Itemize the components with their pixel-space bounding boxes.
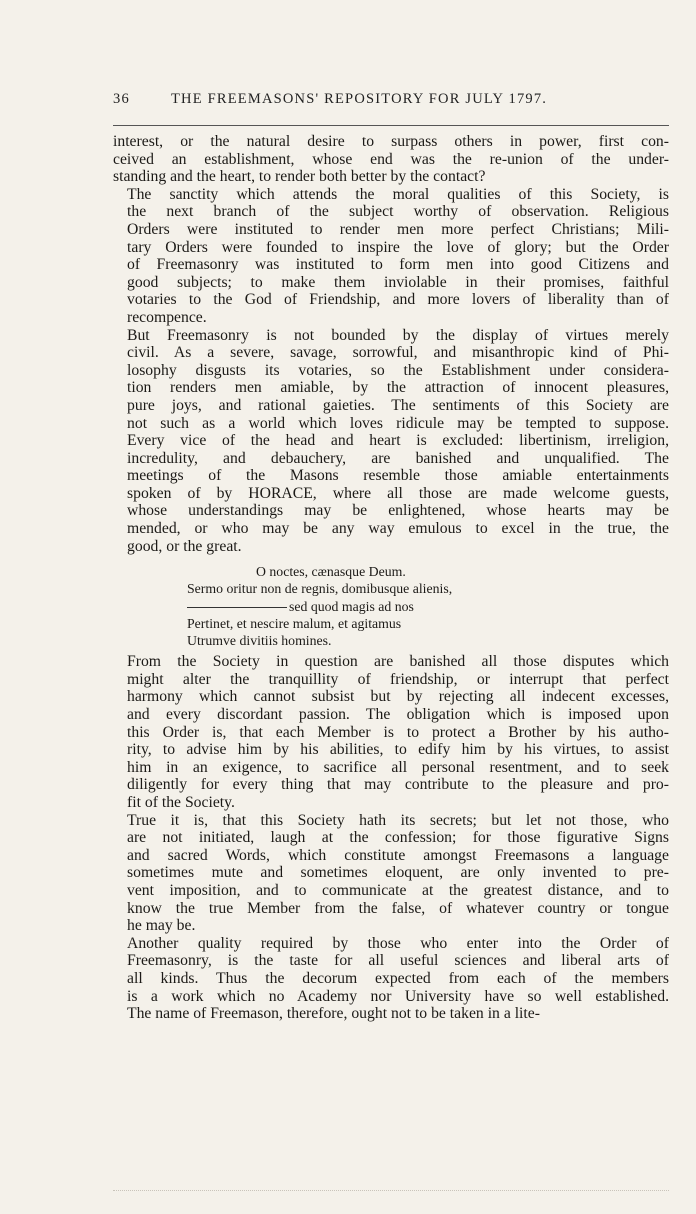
quote-line: Utrumve divitiis homines. xyxy=(187,633,332,649)
text-line: diligently for every thing that may contribute to the pleasure and pro- xyxy=(127,776,669,794)
text-line: vent imposition, and to communicate at the greatest distance, and to xyxy=(127,881,669,899)
paragraph xyxy=(113,935,669,1023)
text-line: spoken of by HORACE, where all those are made welcome guests, xyxy=(127,484,669,502)
text-line: meetings of the Masons resemble those amiable entertainments xyxy=(127,467,669,485)
quote-line-text: sed quod magis ad nos xyxy=(289,598,414,614)
text-line: is a work which no Academy nor University have so well established. xyxy=(127,987,669,1005)
text-line: are not initiated, laugh at the confession; for those figurative Signs xyxy=(127,829,669,847)
paragraph xyxy=(113,327,669,556)
text-line: losophy disgusts its votaries, so the Establishment under considera- xyxy=(127,361,669,379)
text-line: might alter the tranquillity of friendship, or interrupt that perfect xyxy=(127,670,669,688)
text-line: standing and the heart, to render both better by the contact? xyxy=(113,168,486,186)
text-line: the next branch of the subject worthy of observation. Religious xyxy=(127,203,669,221)
text-line: all kinds. Thus the decorum expected from each of the members xyxy=(127,969,669,987)
text-line: fit of the Society. xyxy=(127,794,235,812)
running-title: THE FREEMASONS' REPOSITORY FOR JULY 1797. xyxy=(171,91,548,107)
page-number: 36 xyxy=(113,91,130,107)
text-line: Freemasonry, is the taste for all useful sciences and liberal arts of xyxy=(127,952,669,970)
page-body xyxy=(113,133,669,1023)
text-line: sometimes mute and sometimes eloquent, are only invented to pre- xyxy=(127,864,669,882)
text-line: harmony which cannot subsist but by rejecting all indecent excesses, xyxy=(127,688,669,706)
latin-quotation xyxy=(113,563,669,649)
text-line: tary Orders were founded to inspire the love of glory; but the Order xyxy=(127,238,669,256)
text-line: Every vice of the head and heart is excluded: libertinism, irreligion, xyxy=(127,432,669,450)
text-line: pure joys, and rational gaieties. The sentiments of this Society are xyxy=(127,396,669,414)
text-line: good subjects; to make them inviolable in their promises, faithful xyxy=(127,273,669,291)
cut-off-next-line xyxy=(113,1190,669,1197)
text-line: interest, or the natural desire to surpass others in power, first con- xyxy=(113,133,669,150)
quote-line: Sermo oritur non de regnis, domibusque alienis, xyxy=(187,581,453,597)
paragraph xyxy=(113,653,669,811)
text-line: votaries to the God of Friendship, and more lovers of liberality than of xyxy=(127,291,669,309)
text-line: ceived an establishment, whose end was the re-union of the under- xyxy=(113,150,669,168)
quote-line: O noctes, cænasque Deum. xyxy=(256,564,406,580)
text-line: him in an exigence, to sacrifice all personal resentment, and to seek xyxy=(127,758,669,776)
text-line: incredulity, and debauchery, are banished and unqualified. The xyxy=(127,449,669,467)
text-line: mended, or who may be any way emulous to excel in the true, the xyxy=(127,520,669,538)
text-line: this Order is, that each Member is to protect a Brother by his autho- xyxy=(127,723,669,741)
text-line: and sacred Words, which constitute amongst Freemasons a language xyxy=(127,846,669,864)
header-rule xyxy=(113,125,669,126)
text-line: Another quality required by those who enter into the Order of xyxy=(127,934,669,952)
text-line: The name of Freemason, therefore, ought not to be taken in a lite- xyxy=(127,1005,540,1023)
text-line: True it is, that this Society hath its secrets; but let not those, who xyxy=(127,811,669,829)
text-line: civil. As a severe, savage, sorrowful, and misanthropic kind of Phi- xyxy=(127,344,669,362)
text-line: good, or the great. xyxy=(127,537,242,555)
paragraph xyxy=(113,133,669,186)
quote-line xyxy=(113,598,669,615)
text-line: Orders were instituted to render men more perfect Christians; Mili- xyxy=(127,220,669,238)
text-line: of Freemasonry was instituted to form men into good Citizens and xyxy=(127,256,669,274)
text-line: The sanctity which attends the moral qualities of this Society, is xyxy=(127,185,669,203)
text-line: and every discordant passion. The obligation which is imposed upon xyxy=(127,706,669,724)
text-line: But Freemasonry is not bounded by the display of virtues merely xyxy=(127,326,669,344)
paragraph xyxy=(113,812,669,935)
text-line: know the true Member from the false, of whatever country or tongue xyxy=(127,899,669,917)
text-line: whose understandings may be enlightened, whose hearts may be xyxy=(127,502,669,520)
text-line: tion renders men amiable, by the attraction of innocent pleasures, xyxy=(127,379,669,397)
text-line: rity, to advise him by his abilities, to edify him by his virtues, to assist xyxy=(127,741,669,759)
running-header xyxy=(113,91,667,113)
text-line: he may be. xyxy=(127,917,196,935)
quote-line: Pertinet, et nescire malum, et agitamus xyxy=(187,615,402,631)
paragraph xyxy=(113,186,669,327)
text-line: not such as a world which loves ridicule may be tempted to suppose. xyxy=(127,414,669,432)
text-line: From the Society in question are banished all those disputes which xyxy=(127,653,669,671)
quote-dash xyxy=(187,607,287,608)
text-line: recompence. xyxy=(127,308,207,326)
